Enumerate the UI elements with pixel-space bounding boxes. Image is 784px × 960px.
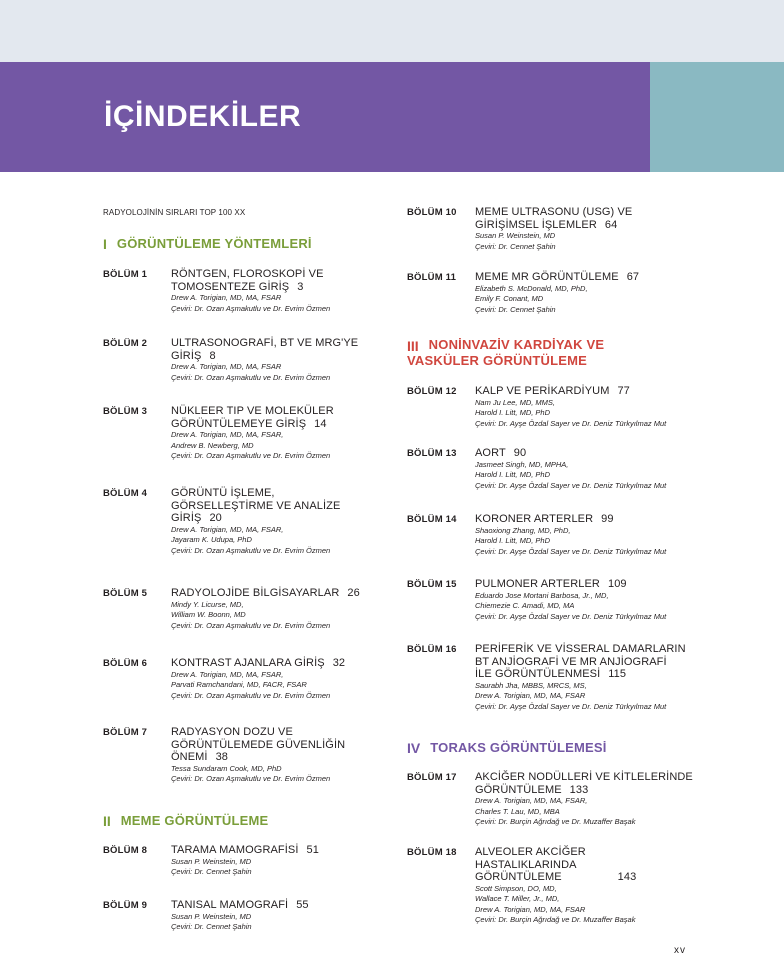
chapter-title-line: GÖRÜNTÜLEME <box>475 871 562 883</box>
chapter-translator: Çeviri: Dr. Ayşe Özdal Sayer ve Dr. Deniz Türkyılmaz Mut <box>475 418 667 428</box>
chapter-author: Jasmeet Singh, MD, MPHA, <box>475 459 569 469</box>
chapter-title-line: GİRİŞ <box>171 349 202 362</box>
chapter-title-line: GÖRÜNTÜLEMEDE GÜVENLİĞİN <box>171 738 346 751</box>
chapter-label: BÖLÜM 8 <box>103 845 148 856</box>
chapter-page: 109 <box>607 578 627 590</box>
chapter-author: Wallace T. Miller, Jr., MD, <box>475 894 560 903</box>
chapter-translator: Çeviri: Dr. Cennet Şahin <box>475 241 556 251</box>
chapter-translator: Çeviri: Dr. Ozan Aşmakutlu ve Dr. Evrim Özmen <box>171 620 331 630</box>
chapter-translator: Çeviri: Dr. Ozan Aşmakutlu ve Dr. Evrim Özmen <box>171 545 331 555</box>
title-banner <box>0 62 650 172</box>
chapter-label: BÖLÜM 3 <box>103 406 148 417</box>
chapter-translator: Çeviri: Dr. Cennet Şahin <box>171 867 252 876</box>
chapter-12[interactable] <box>407 385 697 429</box>
chapter-translator: Çeviri: Dr. Ozan Aşmakutlu ve Dr. Evrim Özmen <box>171 451 331 460</box>
chapter-16[interactable] <box>407 643 697 712</box>
chapter-label: BÖLÜM 17 <box>407 772 457 783</box>
chapter-page: 32 <box>332 657 346 669</box>
chapter-title-line: ALVEOLER AKCİĞER <box>475 846 586 858</box>
chapter-author: Drew A. Torigian, MD, MA, FSAR <box>171 293 282 302</box>
chapter-author: Emily F. Conant, MD <box>475 294 544 303</box>
chapter-translator: Çeviri: Dr. Ayşe Özdal Sayer ve Dr. Deniz Türkyılmaz Mut <box>475 701 667 711</box>
chapter-author: Elizabeth S. McDonald, MD, PhD, <box>475 283 588 293</box>
part-title: GÖRÜNTÜLEME YÖNTEMLERİ <box>116 236 312 251</box>
chapter-page: 67 <box>626 271 640 283</box>
part-1-heading <box>103 236 312 252</box>
chapter-author: Susan P. Weinstein, MD <box>475 231 556 240</box>
chapter-author: Drew A. Torigian, MD, MA, FSAR <box>475 904 586 914</box>
chapter-author: Tessa Sundaram Cook, MD, PhD <box>171 763 282 773</box>
chapter-title-line: MEME MR GÖRÜNTÜLEME <box>475 271 619 283</box>
chapter-title-line: PERİFERİK VE VİSSERAL DAMARLARIN <box>475 643 686 655</box>
part-3-heading-line-2 <box>407 354 587 368</box>
chapter-author: Drew A. Torigian, MD, MA, FSAR, <box>171 669 284 679</box>
chapter-author: Nam Ju Lee, MD, MMS, <box>475 397 556 407</box>
chapter-author: Susan P. Weinstein, MD <box>171 856 252 866</box>
part-title-line: NONİNVAZİV KARDİYAK VE <box>428 337 605 352</box>
chapter-label: BÖLÜM 15 <box>407 579 457 590</box>
chapter-title-line: GİRİŞ <box>171 512 202 524</box>
page-title: İÇİNDEKİLER <box>104 100 302 133</box>
part-number: III <box>407 338 419 354</box>
chapter-title-line: GÖRSELLEŞTİRME VE ANALİZE <box>171 499 341 512</box>
chapter-title-line: TARAMA MAMOGRAFİSİ <box>171 844 299 856</box>
chapter-title-line: TOMOSENTEZE GİRİŞ <box>171 280 290 293</box>
chapter-label: BÖLÜM 2 <box>103 338 148 349</box>
part-title <box>429 338 605 352</box>
chapter-9[interactable] <box>103 899 393 933</box>
chapter-author: Eduardo Jose Mortani Barbosa, Jr., MD, <box>475 590 609 600</box>
page-number: xv <box>674 945 686 956</box>
title-banner-accent <box>650 62 784 172</box>
chapter-11[interactable] <box>407 271 697 315</box>
chapter-page: 51 <box>306 844 319 856</box>
part-3-heading <box>407 338 604 354</box>
chapter-translator: Çeviri: Dr. Ayşe Özdal Sayer ve Dr. Deniz Türkyılmaz Mut <box>475 480 667 490</box>
chapter-author: Parvati Ramchandani, MD, FACR, FSAR <box>171 680 307 689</box>
chapter-6[interactable] <box>103 657 393 701</box>
chapter-author: Harold I. Litt, MD, PhD <box>475 408 551 417</box>
chapter-author: Harold I. Litt, MD, PhD <box>475 470 551 479</box>
chapter-translator: Çeviri: Dr. Ozan Aşmakutlu ve Dr. Evrim Özmen <box>171 372 331 382</box>
chapter-title-line: RÖNTGEN, FLOROSKOPİ VE <box>171 268 324 280</box>
chapter-title-line: İLE GÖRÜNTÜLENMESİ <box>475 668 601 680</box>
chapter-translator: Çeviri: Dr. Burçin Ağrıdağ ve Dr. Muzaffer Başak <box>475 817 636 826</box>
chapter-label: BÖLÜM 10 <box>407 207 457 218</box>
top-band <box>0 0 784 62</box>
chapter-8[interactable] <box>103 844 393 878</box>
chapter-title-line: GÖRÜNTÜLEME <box>475 783 562 796</box>
chapter-label: BÖLÜM 13 <box>407 448 457 459</box>
chapter-title-line: KORONER ARTERLER <box>475 513 594 525</box>
chapter-translator: Çeviri: Dr. Burçin Ağrıdağ ve Dr. Muzaffer Başak <box>475 915 636 924</box>
chapter-page: 77 <box>617 385 630 397</box>
chapter-title-line: GÖRÜNTÜLEMEYE GİRİŞ <box>171 417 307 430</box>
chapter-title-line: HASTALIKLARINDA <box>475 858 577 871</box>
part-title-line: VASKÜLER GÖRÜNTÜLEME <box>407 353 587 368</box>
chapter-5[interactable] <box>103 587 393 631</box>
chapter-author: Charles T. Lau, MD, MBA <box>475 806 560 816</box>
chapter-author: Drew A. Torigian, MD, MA, FSAR <box>475 691 586 700</box>
chapter-page: 20 <box>209 512 222 524</box>
chapter-page: 55 <box>296 899 309 911</box>
chapter-title-line: AORT <box>475 447 506 459</box>
chapter-author: Scott Simpson, DO, MD, <box>475 883 557 893</box>
chapter-title-line: TANISAL MAMOGRAFİ <box>171 899 289 911</box>
part-number: I <box>103 236 107 252</box>
chapter-17[interactable] <box>407 771 707 828</box>
chapter-label: BÖLÜM 1 <box>103 269 148 280</box>
chapter-label: BÖLÜM 4 <box>103 488 148 499</box>
part-title: TORAKS GÖRÜNTÜLEMESİ <box>430 740 607 755</box>
chapter-author: Jayaram K. Udupa, PhD <box>171 535 252 544</box>
chapter-author: Shaoxiong Zhang, MD, PhD, <box>475 525 571 535</box>
chapter-page: 143 <box>617 871 637 883</box>
chapter-label: BÖLÜM 11 <box>407 272 457 283</box>
chapter-label: BÖLÜM 9 <box>103 900 148 911</box>
chapter-page: 115 <box>608 668 627 680</box>
chapter-page: 99 <box>601 513 614 525</box>
chapter-translator: Çeviri: Dr. Cennet Şahin <box>475 304 556 314</box>
chapter-4[interactable] <box>103 487 393 556</box>
chapter-18[interactable] <box>407 846 697 926</box>
chapter-author: Drew A. Torigian, MD, MA, FSAR, <box>171 524 284 534</box>
chapter-page: 8 <box>209 349 216 362</box>
chapter-translator: Çeviri: Dr. Ozan Aşmakutlu ve Dr. Evrim Özmen <box>171 774 331 783</box>
chapter-label: BÖLÜM 12 <box>407 386 457 397</box>
chapter-author: Drew A. Torigian, MD, MA, FSAR <box>171 362 282 371</box>
chapter-10[interactable] <box>407 206 697 252</box>
chapter-title-line: MEME ULTRASONU (USG) VE <box>475 206 633 218</box>
chapter-title-line: AKCİĞER NODÜLLERİ VE KİTLELERİNDE <box>475 771 693 783</box>
part-4-heading <box>407 740 607 756</box>
chapter-title-line: RADYASYON DOZU VE <box>171 726 293 738</box>
chapter-author: Chiemezie C. Amadi, MD, MA <box>475 601 575 610</box>
chapter-author: Drew A. Torigian, MD, MA, FSAR, <box>475 796 588 805</box>
part-number: IV <box>407 740 421 756</box>
chapter-author: Andrew B. Newberg, MD <box>171 440 254 450</box>
chapter-page: 38 <box>215 751 228 763</box>
chapter-7[interactable] <box>103 726 393 785</box>
chapter-author: Mindy Y. Licurse, MD, <box>171 599 244 609</box>
chapter-author: Drew A. Torigian, MD, MA, FSAR, <box>171 430 284 439</box>
chapter-page: 14 <box>314 417 327 430</box>
chapter-title-line: BT ANJİOGRAFİ VE MR ANJİOGRAFİ <box>475 655 667 668</box>
chapter-label: BÖLÜM 7 <box>103 727 148 738</box>
chapter-15[interactable] <box>407 578 697 622</box>
chapter-title-line: KONTRAST AJANLARA GİRİŞ <box>171 657 325 669</box>
part-number: II <box>103 813 111 829</box>
part-title: MEME GÖRÜNTÜLEME <box>120 813 269 828</box>
chapter-author: William W. Boonn, MD <box>171 610 246 619</box>
chapter-3[interactable] <box>103 405 393 462</box>
chapter-title-line: PULMONER ARTERLER <box>475 578 600 590</box>
chapter-title-line: RADYOLOJİDE BİLGİSAYARLAR <box>171 587 340 599</box>
chapter-label: BÖLÜM 5 <box>103 588 148 599</box>
chapter-page: 64 <box>604 218 618 231</box>
chapter-14[interactable] <box>407 513 697 557</box>
chapter-translator: Çeviri: Dr. Ayşe Özdal Sayer ve Dr. Deniz Türkyılmaz Mut <box>475 546 667 556</box>
chapter-title-line: KALP VE PERİKARDİYUM <box>475 385 610 397</box>
chapter-title-line: GİRİŞİMSEL İŞLEMLER <box>475 218 597 231</box>
chapter-title-line: ÖNEMİ <box>171 751 208 763</box>
chapter-page: 26 <box>347 587 360 599</box>
chapter-label: BÖLÜM 16 <box>407 644 457 655</box>
part-2-heading <box>103 813 268 829</box>
chapter-page: 3 <box>297 280 304 293</box>
chapter-author: Harold I. Litt, MD, PhD <box>475 536 551 545</box>
chapter-page: 90 <box>513 447 527 459</box>
chapter-title-line: NÜKLEER TIP VE MOLEKÜLER <box>171 405 334 417</box>
chapter-translator: Çeviri: Dr. Ozan Aşmakutlu ve Dr. Evrim Özmen <box>171 303 331 313</box>
chapter-title-line: ULTRASONOGRAFİ, BT VE MRG'YE <box>171 337 359 349</box>
chapter-author: Saurabh Jha, MBBS, MRCS, MS, <box>475 680 587 690</box>
chapter-translator: Çeviri: Dr. Ozan Aşmakutlu ve Dr. Evrim Özmen <box>171 690 331 700</box>
top100-line: RADYOLOJİNİN SIRLARI TOP 100 XX <box>103 208 246 217</box>
chapter-label: BÖLÜM 18 <box>407 847 457 858</box>
chapter-page: 133 <box>569 783 589 796</box>
chapter-label: BÖLÜM 6 <box>103 658 148 669</box>
chapter-1[interactable] <box>103 268 393 314</box>
chapter-translator: Çeviri: Dr. Cennet Şahin <box>171 922 252 931</box>
chapter-2[interactable] <box>103 337 393 383</box>
chapter-13[interactable] <box>407 447 697 491</box>
chapter-translator: Çeviri: Dr. Ayşe Özdal Sayer ve Dr. Deniz Türkyılmaz Mut <box>475 611 667 621</box>
chapter-label: BÖLÜM 14 <box>407 514 457 525</box>
chapter-author: Susan P. Weinstein, MD <box>171 911 252 921</box>
chapter-title-line: GÖRÜNTÜ İŞLEME, <box>171 487 275 499</box>
